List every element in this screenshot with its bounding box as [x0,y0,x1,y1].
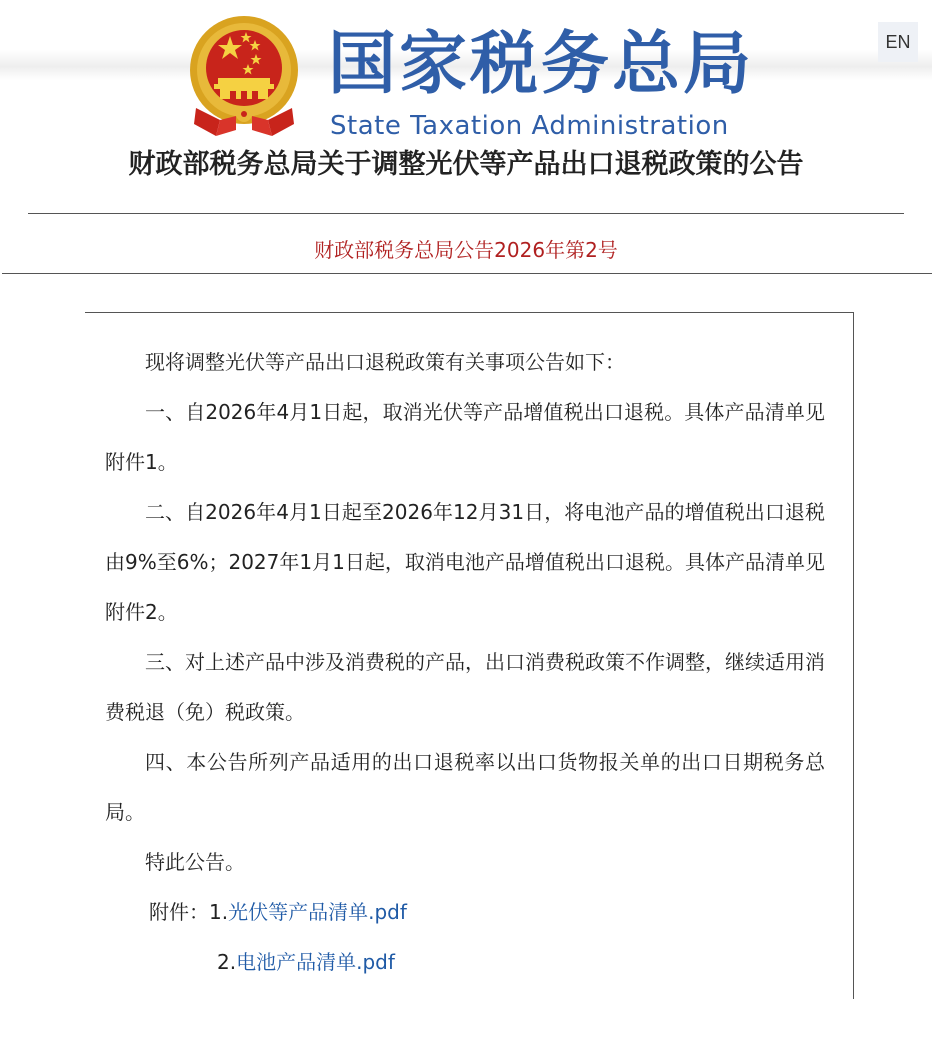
paragraph-item-4: 四、本公告所列产品适用的出口退税率以出口货物报关单的出口日期税务总局。 [105,750,825,824]
attachment-row-2 [217,937,395,987]
attachment-link-1[interactable]: 光伏等产品清单.pdf [228,900,407,924]
document-body [105,337,825,987]
paragraph-item-3: 三、对上述产品中涉及消费税的产品，出口消费税政策不作调整，继续适用消费税退（免）税政策。 [105,650,825,724]
language-switch-button[interactable]: EN [878,22,918,62]
paragraph-intro: 现将调整光伏等产品出口退税政策有关事项公告如下： [145,350,625,374]
attachment-index-1: 1. [209,900,229,924]
header-divider [2,273,932,274]
agency-name-en: State Taxation Administration [330,111,729,141]
document-number: 财政部税务总局公告2026年第2号 [314,238,618,262]
attachment-index-2: 2. [217,950,237,974]
paragraph-item-2: 二、自2026年4月1日起至2026年12月31日，将电池产品的增值税出口退税由9%至6%；2027年1月1日起，取消电池产品增值税出口退税。具体产品清单见附件2。 [105,500,825,624]
attachment-row-1 [149,887,407,937]
attachments-label: 附件： [149,900,209,924]
attachment-link-2[interactable]: 电池产品清单.pdf [236,950,395,974]
paragraph-closing: 特此公告。 [145,850,245,874]
title-divider [28,213,904,214]
site-header [0,0,932,140]
paragraph-item-1: 一、自2026年4月1日起，取消光伏等产品增值税出口退税。具体产品清单见附件1。 [105,400,825,474]
attachments-list [105,887,825,987]
national-emblem-icon [180,12,308,140]
agency-name-cn: 国家税务总局 [328,24,755,104]
document-title: 财政部税务总局关于调整光伏等产品出口退税政策的公告 [128,149,804,180]
